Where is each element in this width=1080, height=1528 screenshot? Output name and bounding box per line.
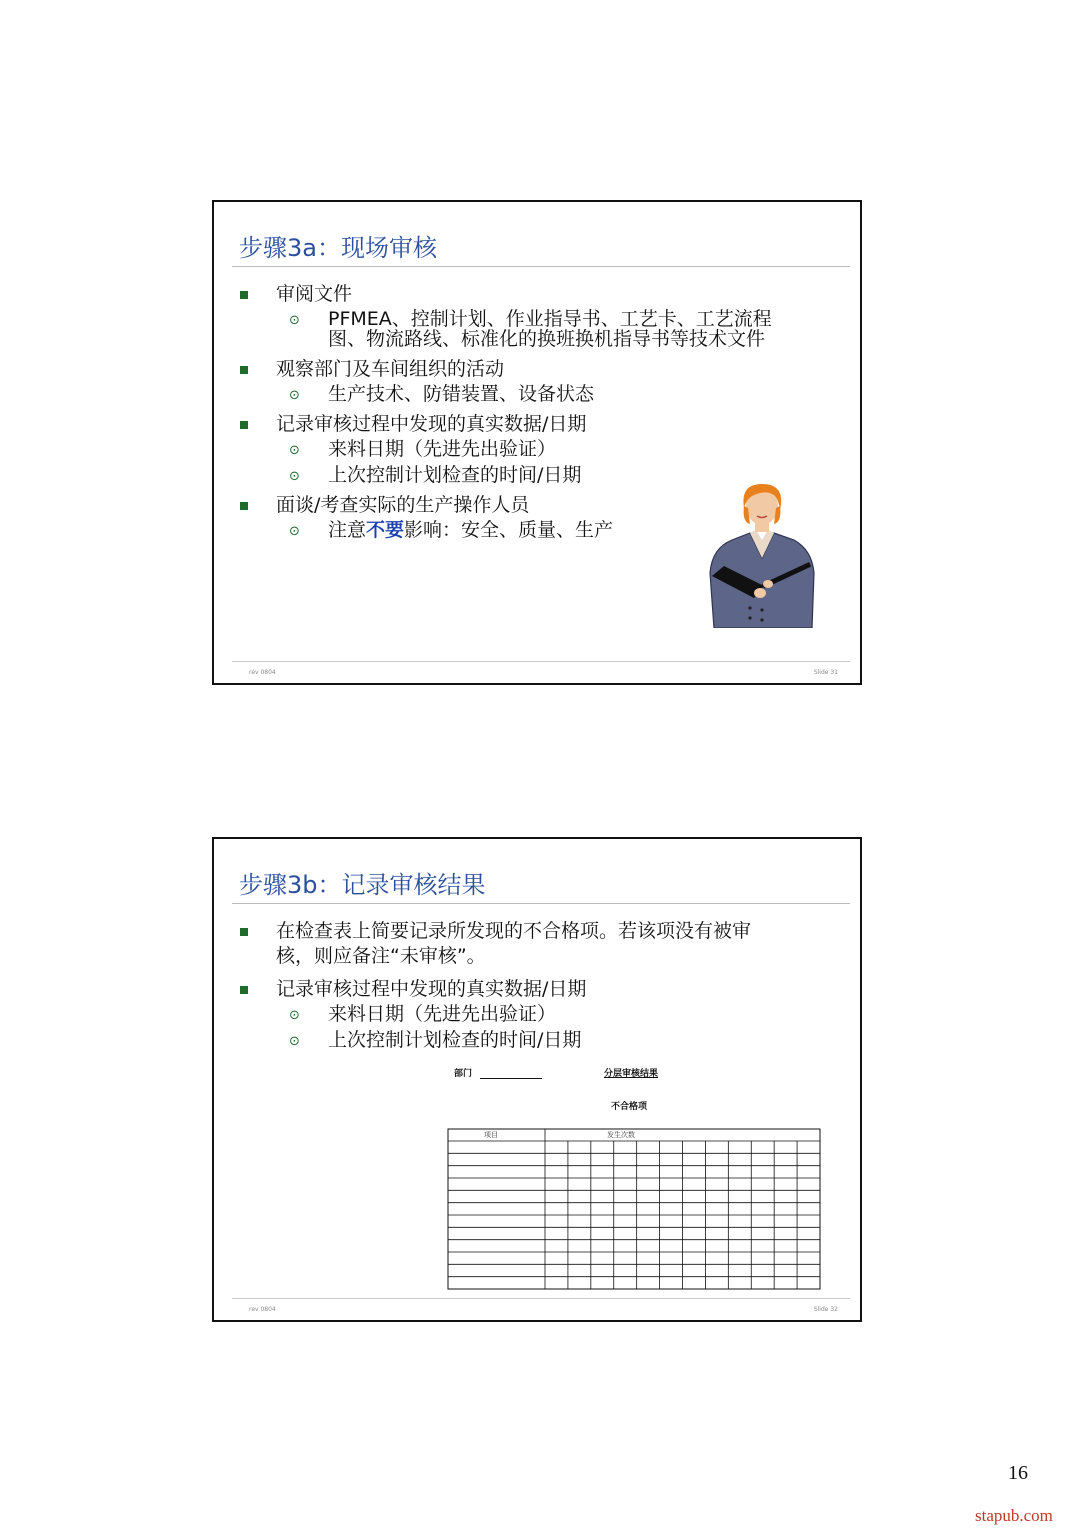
sub-bullet-prefix: 注意 — [328, 519, 367, 541]
bullet-text: 面谈/考查实际的生产操作人员 — [276, 494, 530, 516]
sub-bullet-text: 生产技术、防错装置、设备状态 — [328, 383, 595, 405]
slide-body — [238, 919, 838, 1050]
department-blank-line — [480, 1078, 542, 1079]
slide-32 — [212, 837, 862, 1322]
nonconformance-table — [447, 1128, 821, 1290]
sub-bullet-suffix: 影响：安全、质量、生产 — [404, 519, 614, 541]
bullet-text: 审阅文件 — [276, 283, 353, 305]
bullet-text: 观察部门及车间组织的活动 — [276, 358, 505, 380]
watermark: stapub.com — [975, 1506, 1053, 1525]
title-divider — [232, 903, 850, 904]
title-divider — [232, 266, 850, 267]
sub-bullet-item — [238, 439, 838, 459]
square-bullet-icon — [240, 928, 248, 936]
slide-31 — [212, 200, 862, 685]
circle-dot-bullet-icon: ⊙ — [289, 1034, 300, 1049]
column-header-occurrences: 发生次数 — [607, 1131, 635, 1139]
businesswoman-clipart-image — [702, 478, 822, 628]
form-subtitle: 不合格项 — [611, 1102, 648, 1112]
sub-bullet-item — [238, 309, 838, 329]
square-bullet-icon — [240, 502, 248, 510]
sub-bullet-item — [238, 1004, 838, 1024]
footer-revision: rev 0804 — [249, 669, 276, 676]
circle-dot-bullet-icon: ⊙ — [289, 1008, 300, 1023]
sub-bullet-item — [238, 1030, 838, 1050]
footer-divider — [232, 661, 850, 662]
circle-dot-bullet-icon: ⊙ — [289, 313, 300, 328]
emphasis-text: 不要 — [366, 519, 405, 541]
form-title: 分层审核结果 — [604, 1069, 659, 1079]
bullet-text: 记录审核过程中发现的真实数据/日期 — [276, 978, 587, 1000]
sub-bullet-text: 图、物流路线、标准化的换班换机指导书等技术文件 — [328, 328, 766, 350]
audit-result-form — [444, 1064, 824, 1294]
bullet-item — [238, 977, 838, 1002]
square-bullet-icon — [240, 366, 248, 374]
circle-dot-bullet-icon: ⊙ — [289, 443, 300, 458]
sub-bullet-continuation — [238, 329, 838, 349]
sub-bullet-text: 上次控制计划检查的时间/日期 — [328, 464, 582, 486]
bullet-text: 在检查表上简要记录所发现的不合格项。若该项没有被审 — [276, 920, 752, 942]
bullet-item — [238, 357, 838, 382]
sub-bullet-text: PFMEA、控制计划、作业指导书、工艺卡、工艺流程 — [328, 308, 772, 330]
slide-title: 步骤3b：记录审核结果 — [239, 871, 486, 899]
footer-slide-number: Slide 32 — [813, 1306, 838, 1313]
column-header-item: 项目 — [484, 1131, 498, 1139]
square-bullet-icon — [240, 986, 248, 994]
bullet-item — [238, 919, 838, 969]
circle-dot-bullet-icon: ⊙ — [289, 524, 300, 539]
square-bullet-icon — [240, 421, 248, 429]
sub-bullet-text: 来料日期（先进先出验证） — [328, 1003, 557, 1025]
page-number: 16 — [1008, 1462, 1028, 1484]
bullet-text-continuation: 核，则应备注“未审核”。 — [276, 945, 486, 967]
circle-dot-bullet-icon: ⊙ — [289, 469, 300, 484]
sub-bullet-text: 来料日期（先进先出验证） — [328, 438, 557, 460]
department-label: 部门 — [454, 1069, 473, 1079]
sub-bullet-item — [238, 384, 838, 404]
bullet-item — [238, 282, 838, 307]
circle-dot-bullet-icon: ⊙ — [289, 388, 300, 403]
footer-slide-number: Slide 31 — [813, 669, 838, 676]
bullet-item — [238, 412, 838, 437]
footer-divider — [232, 1298, 850, 1299]
slide-title: 步骤3a：现场审核 — [239, 234, 437, 262]
square-bullet-icon — [240, 291, 248, 299]
sub-bullet-text: 上次控制计划检查的时间/日期 — [328, 1029, 582, 1051]
footer-revision: rev 0804 — [249, 1306, 276, 1313]
bullet-text: 记录审核过程中发现的真实数据/日期 — [276, 413, 587, 435]
